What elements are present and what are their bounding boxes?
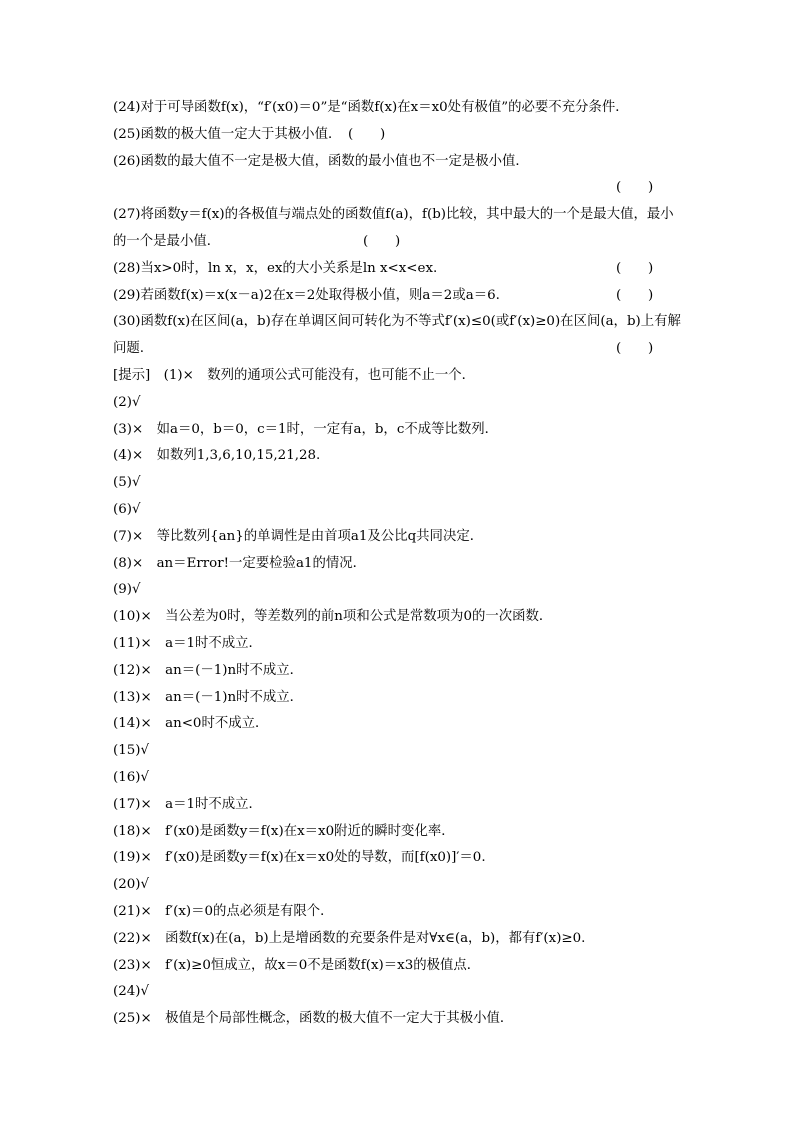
document-body xyxy=(113,95,681,1033)
line-text: (21)× f′(x)＝0的点必须是有限个． xyxy=(113,903,334,919)
line-text: (17)× a＝1时不成立． xyxy=(113,796,262,812)
line-text: (30)函数f(x)在区间(a，b)存在单调区间可转化为不等式f′(x)≤0(或f′(x)≥0)在区间(a，b)上有解 xyxy=(113,314,681,330)
line-text: (18)× f′(x0)是函数y＝f(x)在x＝x0附近的瞬时变化率． xyxy=(113,823,455,839)
line-text: (28)当x>0时，ln x，x，ex的大小关系是ln x<x<ex. xyxy=(113,260,438,276)
line-text: (25)× 极值是个局部性概念，函数的极大值不一定大于其极小值． xyxy=(113,1011,514,1027)
text-line xyxy=(113,229,663,256)
text-line xyxy=(113,283,663,310)
line-text: (6)√ xyxy=(113,501,141,517)
line-text: (24)√ xyxy=(113,984,150,1000)
text-line xyxy=(113,443,663,470)
line-text: (16)√ xyxy=(113,769,150,785)
text-line xyxy=(113,979,663,1006)
line-text: (10)× 当公差为0时，等差数列的前n项和公式是常数项为0的一次函数． xyxy=(113,609,553,625)
line-text: (27)将函数y＝f(x)的各极值与端点处的函数值f(a)，f(b)比较，其中最大的一个是最大值，最小 xyxy=(113,207,674,223)
text-line xyxy=(113,845,663,872)
text-line xyxy=(113,872,663,899)
text-line xyxy=(113,470,663,497)
text-line xyxy=(113,953,663,980)
text-line xyxy=(113,95,663,122)
line-text: (14)× an<0时不成立． xyxy=(113,716,269,732)
text-line xyxy=(113,309,681,336)
text-line xyxy=(113,417,663,444)
text-line xyxy=(113,256,663,283)
line-text: (9)√ xyxy=(113,582,141,598)
text-line xyxy=(113,926,663,953)
line-text: (4)× 如数列1,3,6,10,15,21,28. xyxy=(113,448,321,464)
answer-blank: ( ) xyxy=(616,287,654,303)
text-line xyxy=(113,524,663,551)
answer-blank: ( ) xyxy=(616,260,654,276)
text-line xyxy=(113,604,663,631)
text-line xyxy=(113,175,663,202)
text-line xyxy=(113,711,663,738)
line-text: 的一个是最小值． xyxy=(113,233,221,249)
text-line xyxy=(113,765,663,792)
line-text: [提示] (1)× 数列的通项公式可能没有，也可能不止一个． xyxy=(113,367,476,383)
line-text: (11)× a＝1时不成立． xyxy=(113,635,262,651)
text-line xyxy=(113,658,663,685)
text-line xyxy=(113,577,663,604)
line-text: 问题. xyxy=(113,341,145,357)
text-line xyxy=(113,1006,663,1033)
text-line xyxy=(113,792,663,819)
text-line xyxy=(113,631,663,658)
text-line xyxy=(113,899,663,926)
line-text: (5)√ xyxy=(113,475,141,491)
line-text: (19)× f′(x0)是函数y＝f(x)在x＝x0处的导数，而[f(x0)]′＝0. xyxy=(113,850,486,866)
text-line xyxy=(113,149,663,176)
text-line xyxy=(113,551,663,578)
line-text: (15)√ xyxy=(113,743,150,759)
answer-blank: ( ) xyxy=(616,180,654,196)
text-line xyxy=(113,336,663,363)
text-line xyxy=(113,819,663,846)
answer-blank: ( ) xyxy=(616,341,654,357)
answer-blank: ( ) xyxy=(363,233,401,249)
line-text: (7)× 等比数列{an}的单调性是由首项a1及公比q共同决定． xyxy=(113,528,484,544)
line-text: (20)√ xyxy=(113,877,150,893)
text-line xyxy=(113,202,674,229)
line-text: (3)× 如a＝0，b＝0，c＝1时，一定有a，b，c不成等比数列． xyxy=(113,421,499,437)
line-text: (24)对于可导函数f(x)，“f′(x0)＝0”是“函数f(x)在x＝x0处有极值”的必要不充分条件． xyxy=(113,100,629,115)
line-text: (13)× an＝(－1)n时不成立． xyxy=(113,689,304,705)
line-text: (26)函数的最大值不一定是极大值，函数的最小值也不一定是极小值． xyxy=(113,153,529,169)
line-text: (12)× an＝(－1)n时不成立． xyxy=(113,662,304,678)
line-text: (23)× f′(x)≥0恒成立，故x＝0不是函数f(x)＝x3的极值点． xyxy=(113,957,481,973)
text-line xyxy=(113,497,663,524)
text-line xyxy=(113,363,663,390)
line-text: (22)× 函数f(x)在(a，b)上是增函数的充要条件是对∀x∈(a，b)，都有f′(x)≥0. xyxy=(113,930,586,946)
text-line xyxy=(113,122,663,149)
text-line xyxy=(113,738,663,765)
line-text: (25)函数的极大值一定大于其极小值． ( ) xyxy=(113,126,386,142)
text-line xyxy=(113,685,663,712)
line-text: (2)√ xyxy=(113,394,141,410)
text-line xyxy=(113,390,663,417)
line-text: (8)× an＝Error!一定要检验a1的情况． xyxy=(113,555,367,571)
line-text: (29)若函数f(x)＝x(x－a)2在x＝2处取得极小值，则a＝2或a＝6. xyxy=(113,287,500,303)
